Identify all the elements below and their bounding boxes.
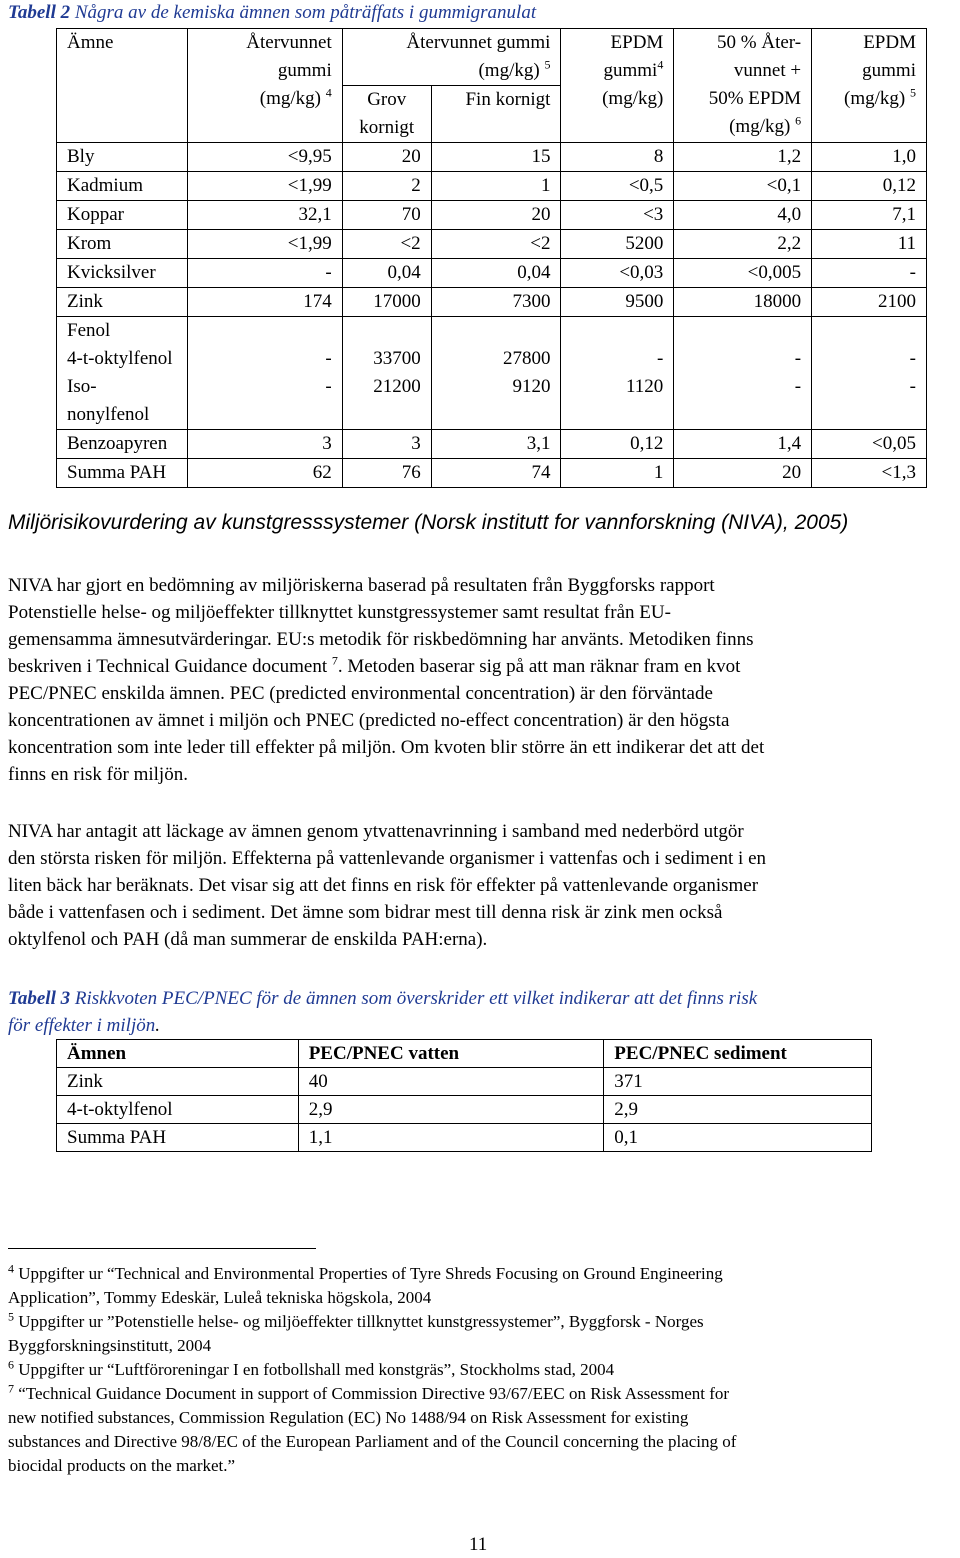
table-row: Zink 40 371 — [57, 1068, 872, 1096]
table-row: Summa PAH 62 76 74 1 20 <1,3 — [57, 459, 927, 488]
table2-header-cell: 50 % Åter- vunnet + 50% EPDM (mg/kg) $^6$ — [674, 29, 812, 143]
table-row-fenol: Fenol 4-t-oktylfenol Iso-nonylfenol - - 33700 21200 27800 9120 - 1120 - - - - — [57, 317, 927, 430]
table2-header-cell: EPDM gummi (mg/kg) $^5$ — [812, 29, 927, 143]
table2-caption-label: Tabell 2 — [8, 2, 71, 23]
section-heading: Miljörisikovurdering av kunstgresssystemer (Norsk institutt for vannforskning (NIVA), 2005) — [8, 511, 849, 534]
table-row: Kadmium <1,99 2 1 <0,5 <0,1 0,12 — [57, 172, 927, 201]
table2-caption-text: Några av de kemiska ämnen som påträffats i gummigranulat — [70, 2, 537, 23]
table2 — [56, 28, 927, 488]
table3 — [56, 1039, 872, 1152]
table2-header-cell: Återvunnet gummi (mg/kg) $^4$ — [187, 29, 342, 143]
table3-header-row: Ämnen PEC/PNEC vatten PEC/PNEC sediment — [57, 1040, 872, 1068]
table2-caption — [8, 2, 536, 24]
table2-header-row — [57, 29, 927, 86]
footnotes: $^4$ Uppgifter ur “Technical and Environmental Properties of Tyre Shreds Focusing on Ground Engineering Application”, Tommy Edeskär, Luleå tekniska högskola, 2004 $^5$ Uppgifter ur ”Potenstielle helse- og miljöeffekter tillknyttet kunstgressystemer”, Byggforsk - Norges Byggforskningsinstitutt, 2004 $^6$ Uppgifter ur “Luftföroreningar I en fotbollshall med konstgräs”, Stockholms stad, 2004 $^7$ “Technical Guidance Document in support of Commission Directive 93/67/EEC on Risk Assessment for new notified substances, Commission Regulation (EC) No 1488/94 on Risk Assessment for existing substances and Directive 98/8/EC of the European Parliament and of the Council concerning the placing of biocidal products on the market.” — [8, 1261, 737, 1475]
table2-header-cell: Fin kornigt — [431, 86, 561, 143]
table-row: 4-t-oktylfenol 2,9 2,9 — [57, 1096, 872, 1124]
table2-header-cell: Grov kornigt — [342, 86, 431, 143]
table3-caption-label: Tabell 3 — [8, 988, 71, 1009]
table2-header-cell: EPDM gummi$^4$ (mg/kg) — [561, 29, 674, 143]
table-row: Krom <1,99 <2 <2 5200 2,2 11 — [57, 230, 927, 259]
paragraph-1: NIVA har gjort en bedömning av miljöriskerna baserad på resultaten från Byggforsks rapport Potenstielle helse- og miljöeffekter tillknyttet kunstgressystemer samt resultat från EU- gemensamma ämnesutvärderingar. EU:s metodik för riskbedömning har använts. Metodiken finns beskriven i Technical Guidance document $^7$. Metoden baserar sig på att man räknar fram en kvot PEC/PNEC enskilda ämnen. PEC (predicted environmental concentration) är den förväntade koncentrationen av ämnet i miljön och PNEC (predicted no-effect concentration) är den högsta koncentration som inte leder till effekter på miljön. Om kvoten blir större än ett indikerar det att det finns en risk för miljön. — [8, 575, 765, 785]
table-row: Koppar 32,1 70 20 <3 4,0 7,1 — [57, 201, 927, 230]
table-row: Kvicksilver - 0,04 0,04 <0,03 <0,005 - — [57, 259, 927, 288]
table-row: Bly <9,95 20 15 8 1,2 1,0 — [57, 143, 927, 172]
table-row: Zink 174 17000 7300 9500 18000 2100 — [57, 288, 927, 317]
table3-caption: Tabell 3 Riskkvoten PEC/PNEC för de ämnen som överskrider ett vilket indikerar att det finns risk för effekter i miljön. — [8, 988, 758, 1036]
page-number: 11 — [469, 1534, 488, 1555]
table-row: Summa PAH 1,1 0,1 — [57, 1124, 872, 1152]
footnote-divider — [8, 1248, 316, 1249]
paragraph-2: NIVA har antagit att läckage av ämnen genom ytvattenavrinning i samband med nederbörd utgör den största risken för miljön. Effekterna på vattenlevande organismer i vattenfas och i sediment i en liten bäck har beräknats. Det visar sig att det finns en risk för effekter på vattenlevande organismer både i vattenfasen och i sediment. Det ämne som bidrar mest till denna risk är zink men också oktylfenol och PAH (då man summerar de enskilda PAH:erna). — [8, 821, 767, 950]
table2-header-cell: Återvunnet gummi (mg/kg) $^5$ — [342, 29, 561, 86]
table2-header-cell: Ämne — [57, 29, 188, 143]
table-row: Benzoapyren 3 3 3,1 0,12 1,4 <0,05 — [57, 430, 927, 459]
